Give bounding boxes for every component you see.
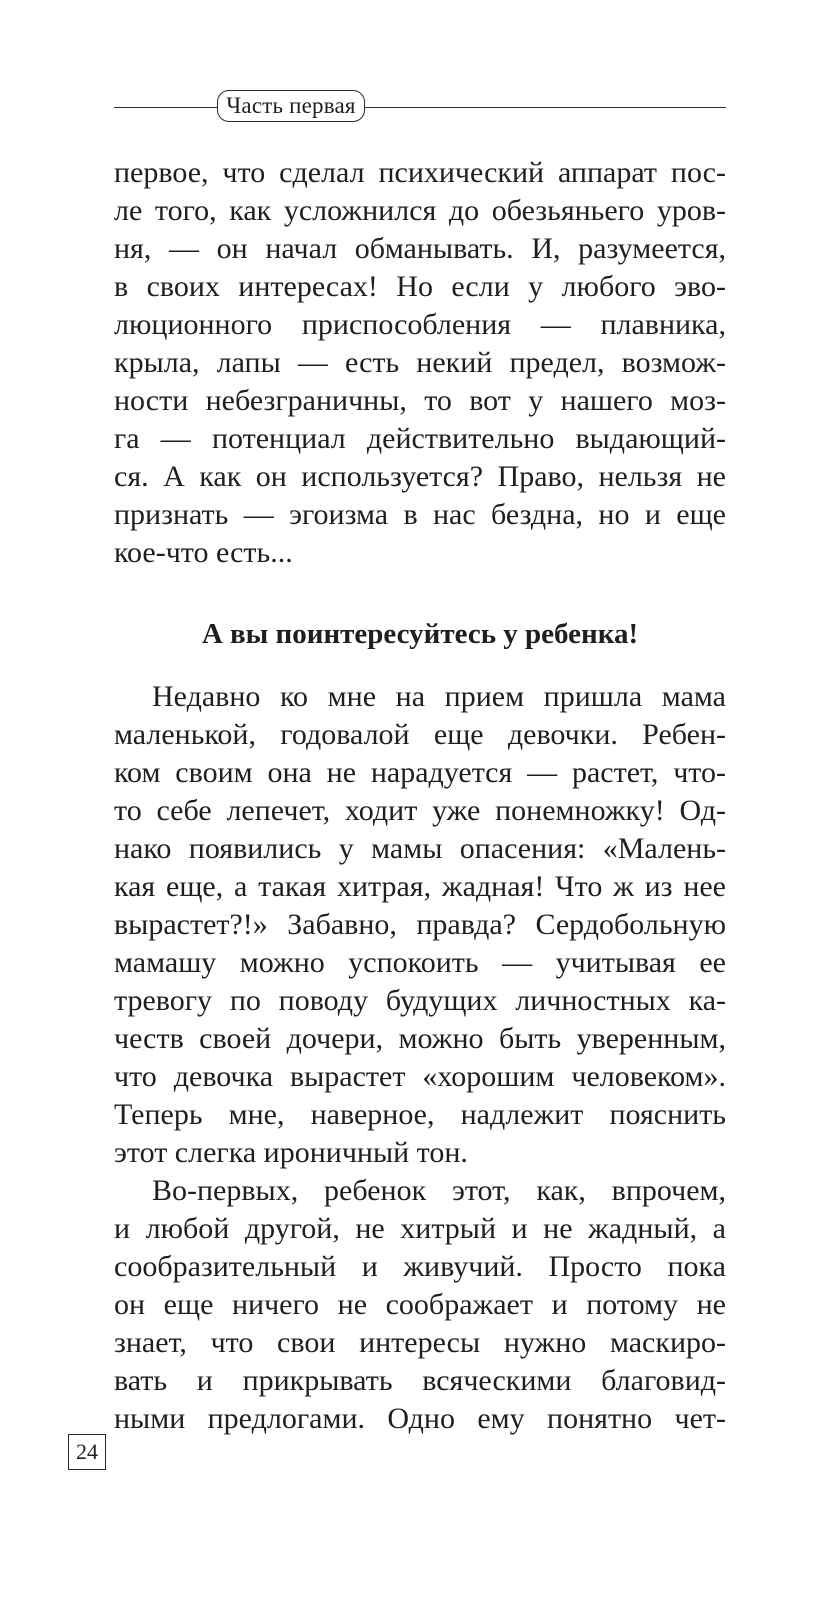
header-rule-left	[114, 107, 218, 108]
text-line: Теперь мне, наверное, надлежит пояснить	[114, 1098, 726, 1131]
text-line: кое-что есть...	[114, 536, 293, 569]
text-line: знает, что свои интересы нужно маскиро-	[114, 1326, 726, 1359]
text-line: что девочка вырастет «хорошим человеком».	[114, 1060, 726, 1093]
section-label: Часть первая	[217, 90, 365, 122]
text-line: ными предлогами. Одно ему понятно чет-	[114, 1402, 726, 1435]
text-line: мамашу можно успокоить — учитывая ее	[114, 946, 726, 979]
section-heading: А вы поинтересуйтесь у ребенка!	[201, 618, 639, 650]
text-line: в своих интересах! Но если у любого эво-	[114, 270, 726, 303]
text-line: кая еще, а такая хитрая, жадная! Что ж из нее	[114, 870, 726, 903]
page-number: 24	[68, 1434, 106, 1470]
text-line: этот слегка ироничный тон.	[114, 1136, 468, 1169]
text-line: ком своим она не нарадуется — растет, что-	[114, 756, 726, 789]
text-line: ня, — он начал обманывать. И, разумеется,	[114, 232, 726, 265]
running-header	[114, 86, 726, 126]
text-line: ся. А как он используется? Право, нельзя не	[114, 460, 726, 493]
text-line: га — потенциал действительно выдающий-	[114, 422, 726, 455]
text-line: честв своей дочери, можно быть уверенным,	[114, 1022, 726, 1055]
text-line: вать и прикрывать всяческими благовид-	[114, 1364, 726, 1397]
text-line: он еще ничего не соображает и потому не	[114, 1288, 726, 1321]
text-line: сообразительный и живучий. Просто пока	[114, 1250, 726, 1283]
text-line: люционного приспособления — плавника,	[114, 308, 726, 341]
text-line: маленькой, годовалой еще девочки. Ребен-	[114, 718, 726, 751]
text-line: ности небезграничны, то вот у нашего моз-	[114, 384, 726, 417]
text-line: ле того, как усложнился до обезьяньего уров-	[114, 194, 726, 227]
text-line: крыла, лапы — есть некий предел, возмож-	[114, 346, 726, 379]
text-line: нако появились у мамы опасения: «Малень-	[114, 832, 726, 865]
text-line: то себе лепечет, ходит уже понемножку! Од-	[114, 794, 726, 827]
text-line: Недавно ко мне на прием пришла мама	[152, 680, 726, 713]
header-rule-right	[364, 107, 726, 108]
text-line: тревогу по поводу будущих личностных ка-	[114, 984, 726, 1017]
text-line: Во-первых, ребенок этот, как, впрочем,	[152, 1174, 726, 1207]
text-line: признать — эгоизма в нас бездна, но и еще	[114, 498, 726, 531]
text-line: и любой другой, не хитрый и не жадный, а	[114, 1212, 726, 1245]
text-line: вырастет?!» Забавно, правда? Сердобольную	[114, 908, 726, 941]
text-line: первое, что сделал психический аппарат пос-	[114, 156, 726, 189]
